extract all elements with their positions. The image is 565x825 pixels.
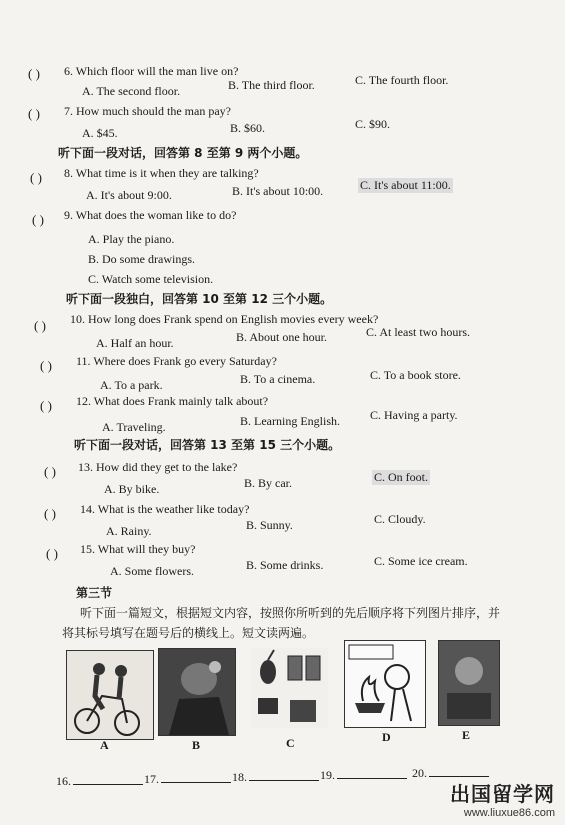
q14-option-c: C. Cloudy. (374, 512, 426, 526)
q7-option-b: B. $60. (230, 121, 266, 135)
q9-option-c: C. Watch some television. (88, 272, 214, 286)
q15-option-b: B. Some drinks. (246, 558, 324, 572)
answer-paren-7[interactable]: ( ) (28, 106, 40, 121)
blank-line (73, 774, 143, 785)
q6-option-c: C. The fourth floor. (355, 73, 449, 87)
watermark-url: www.liuxue86.com (463, 807, 555, 819)
picture-label-e: E (462, 728, 471, 742)
q9-option-b: B. Do some drawings. (88, 252, 195, 266)
question-13: 13. How did they get to the lake? (78, 460, 238, 474)
answer-paren-10[interactable]: ( ) (34, 318, 46, 333)
blank-number: 18. (232, 770, 247, 784)
blank-number: 20. (412, 766, 427, 780)
question-12: 12. What does Frank mainly talk about? (76, 394, 269, 408)
q7-option-a: A. $45. (82, 126, 118, 140)
section-3-title: 第三节 (76, 586, 113, 600)
watermark-cn: 出国留学网 (450, 782, 555, 806)
question-15: 15. What will they buy? (80, 542, 196, 556)
question-14: 14. What is the weather like today? (80, 502, 250, 516)
instruction-8-9: 听下面一段对话，回答第 8 至第 9 两个小题。 (58, 146, 308, 160)
q13-option-c: C. On foot. (374, 470, 428, 484)
q12-option-c: C. Having a party. (370, 408, 458, 422)
answer-paren-11[interactable]: ( ) (40, 358, 52, 373)
answer-paren-13[interactable]: ( ) (44, 464, 56, 479)
section-3-instruction-line1: 听下面一篇短文，根据短文内容，按照你所听到的先后顺序将下列图片排序，并 (80, 606, 501, 620)
question-6: 6. Which floor will the man live on? (64, 64, 239, 78)
instruction-10-12: 听下面一段独白，回答第 10 至第 12 三个小题。 (66, 292, 333, 306)
answer-paren-6[interactable]: ( ) (28, 66, 40, 81)
q6-option-a: A. The second floor. (82, 84, 181, 98)
q11-option-c: C. To a book store. (370, 368, 461, 382)
picture-label-d: D (382, 730, 391, 744)
section-3-instruction-line2: 将其标号填写在题号后的横线上。短文读两遍。 (62, 626, 315, 640)
q6-option-b: B. The third floor. (228, 78, 315, 92)
answer-paren-8[interactable]: ( ) (30, 170, 42, 185)
q8-option-c: C. It's about 11:00. (360, 178, 451, 192)
watermark (450, 778, 555, 819)
q14-option-a: A. Rainy. (106, 524, 152, 538)
answer-paren-15[interactable]: ( ) (46, 546, 58, 561)
instruction-13-15: 听下面一段对话，回答第 13 至第 15 三个小题。 (74, 438, 341, 452)
picture-label-a: A (100, 738, 109, 752)
q14-option-b: B. Sunny. (246, 518, 293, 532)
answer-paren-14[interactable]: ( ) (44, 506, 56, 521)
q10-option-c: C. At least two hours. (366, 325, 470, 339)
question-8: 8. What time is it when they are talking? (64, 166, 259, 180)
picture-b-dark-scene (158, 648, 236, 736)
q9-option-a: A. Play the piano. (88, 232, 175, 246)
picture-d-cooking (344, 640, 426, 728)
answer-paren-9[interactable]: ( ) (32, 212, 44, 227)
q12-option-a: A. Traveling. (102, 420, 166, 434)
blank-number: 19. (320, 768, 335, 782)
blank-number: 16. (56, 774, 71, 788)
answer-blank-18[interactable] (232, 770, 319, 785)
blank-line (161, 772, 231, 783)
blank-number: 17. (144, 772, 159, 786)
q7-option-c: C. $90. (355, 117, 391, 131)
answer-paren-12[interactable]: ( ) (40, 398, 52, 413)
answer-blank-16[interactable] (56, 774, 143, 789)
answer-blank-17[interactable] (144, 772, 231, 787)
q11-option-a: A. To a park. (100, 378, 163, 392)
blank-line (249, 770, 319, 781)
q10-option-b: B. About one hour. (236, 330, 328, 344)
question-7: 7. How much should the man pay? (64, 104, 231, 118)
question-11: 11. Where does Frank go every Saturday? (76, 354, 277, 368)
q15-option-a: A. Some flowers. (110, 564, 194, 578)
picture-e-poster (438, 640, 500, 726)
q8-option-a: A. It's about 9:00. (86, 188, 172, 202)
question-10: 10. How long does Frank spend on English movies every week? (70, 312, 379, 326)
picture-label-b: B (192, 738, 201, 752)
blank-line (429, 766, 489, 777)
picture-a-cyclists (66, 650, 154, 740)
picture-c-instruments (250, 648, 328, 728)
q13-option-b: B. By car. (244, 476, 292, 490)
picture-label-c: C (286, 736, 295, 750)
q12-option-b: B. Learning English. (240, 414, 340, 428)
answer-blank-19[interactable] (320, 768, 407, 783)
q10-option-a: A. Half an hour. (96, 336, 174, 350)
q15-option-c: C. Some ice cream. (374, 554, 468, 568)
q11-option-b: B. To a cinema. (240, 372, 316, 386)
q13-option-a: A. By bike. (104, 482, 160, 496)
q8-option-b: B. It's about 10:00. (232, 184, 324, 198)
question-9: 9. What does the woman like to do? (64, 208, 237, 222)
blank-line (337, 768, 407, 779)
